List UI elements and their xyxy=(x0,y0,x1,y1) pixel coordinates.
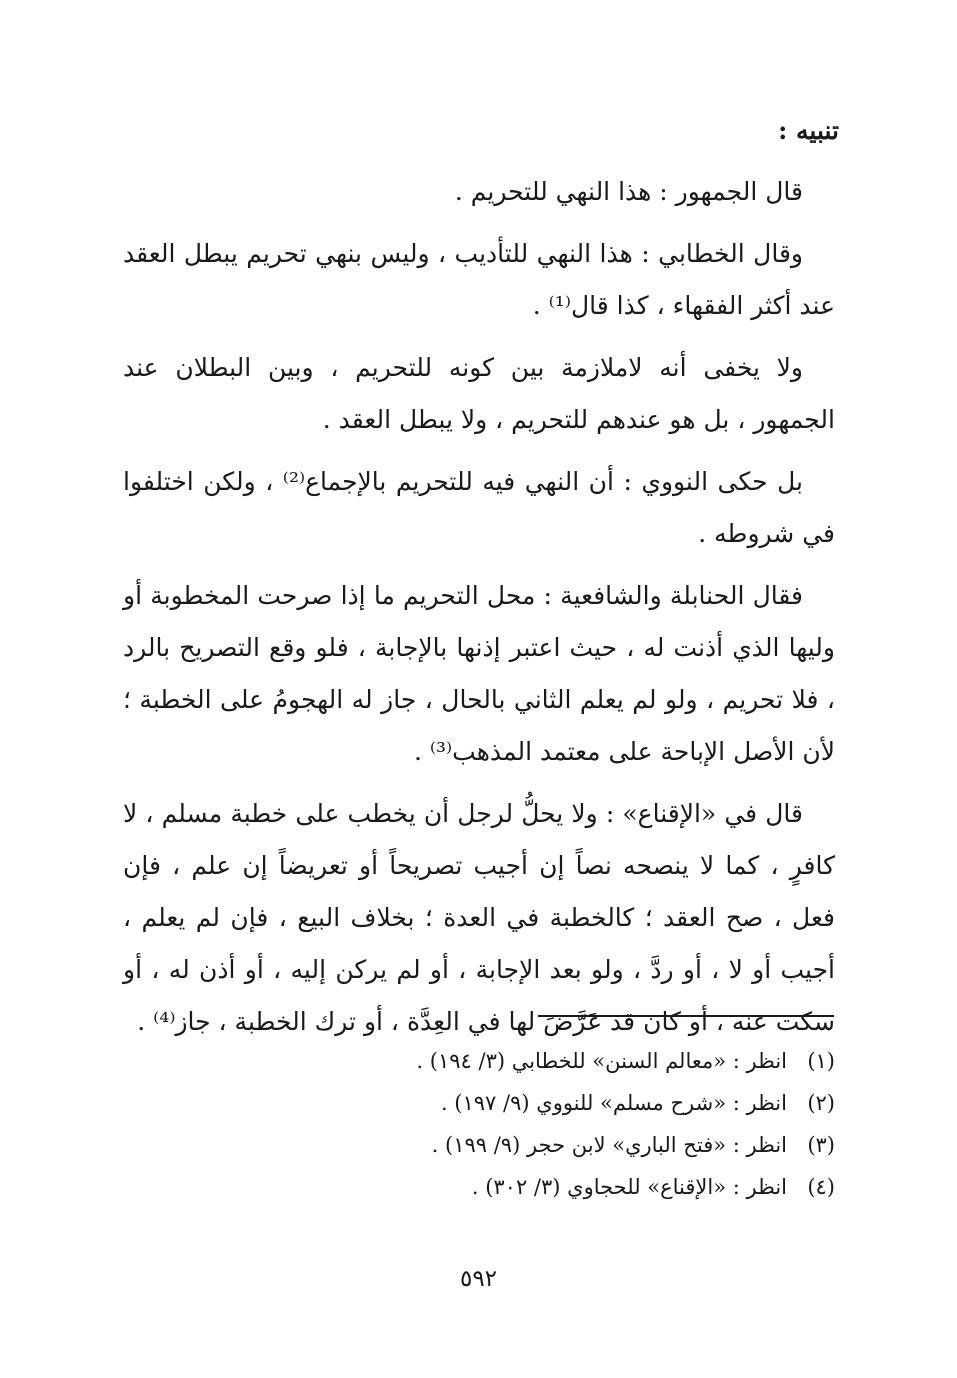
footnote-number: (٣) xyxy=(807,1133,835,1157)
footnote-number: (٢) xyxy=(807,1091,835,1115)
footnote-separator xyxy=(538,1015,834,1017)
footnote-item xyxy=(123,1082,835,1124)
footnote-text: انظر : «شرح مسلم» للنووي (٩/ ١٩٧) . xyxy=(440,1091,787,1115)
footnote-item xyxy=(123,1124,835,1166)
body-text xyxy=(123,166,835,1058)
footnote-number: (١) xyxy=(807,1049,835,1073)
footnote-text: انظر : «الإقناع» للحجاوي (٣/ ٣٠٢) . xyxy=(471,1175,787,1199)
footnote-text: انظر : «معالم السنن» للخطابي (٣/ ١٩٤) . xyxy=(416,1049,787,1073)
paragraph: بل حكى النووي : أن النهي فيه للتحريم بالإجماع⁽²⁾ ، ولكن اختلفوا في شروطه . xyxy=(123,467,835,548)
paragraph: قال الجمهور : هذا النهي للتحريم . xyxy=(454,177,803,206)
footnotes xyxy=(123,1040,835,1208)
page-number: ٥٩٢ xyxy=(459,1266,498,1292)
paragraph: قال في «الإقناع» : ولا يحلُّ لرجل أن يخطب على خطبة مسلم ، لا كافرٍ ، كما لا ينصحه نصاً إن أجيب تصريحاً أو تعريضاً إن علم ، فإن فعل ، صح العقد ؛ كالخطبة في العدة ؛ بخلاف البيع ، فإن لم يعلم ، أجيب أو لا ، أو ردَّ ، ولو بعد الإجابة ، أو لم يركن إليه ، أو أذن له ، أو سكت عنه ، أو كان قد عَرَّضَ لها في العِدَّة ، أو ترك الخطبة ، جاز⁽⁴⁾ . xyxy=(123,799,835,1036)
paragraph: فقال الحنابلة والشافعية : محل التحريم ما إذا صرحت المخطوبة أو وليها الذي أذنت له ، حيث اعتبر إذنها بالإجابة ، فلو وقع التصريح بالرد ، فلا تحريم ، ولو لم يعلم الثاني بالحال ، جاز له الهجومُ على الخطبة ؛ لأن الأصل الإباحة على معتمد المذهب⁽³⁾ . xyxy=(123,581,835,766)
section-heading: تنبيه : xyxy=(778,116,839,145)
footnote-text: انظر : «فتح الباري» لابن حجر (٩/ ١٩٩) . xyxy=(431,1133,787,1157)
paragraph: وقال الخطابي : هذا النهي للتأديب ، وليس بنهي تحريم يبطل العقد عند أكثر الفقهاء ، كذا قال⁽¹⁾ . xyxy=(123,239,835,320)
paragraph: ولا يخفى أنه لاملازمة بين كونه للتحريم ، وبين البطلان عند الجمهور ، بل هو عندهم للتحريم ، ولا يبطل العقد . xyxy=(123,353,835,434)
footnote-item xyxy=(123,1040,835,1082)
footnote-item xyxy=(123,1166,835,1208)
footnote-number: (٤) xyxy=(807,1175,835,1199)
